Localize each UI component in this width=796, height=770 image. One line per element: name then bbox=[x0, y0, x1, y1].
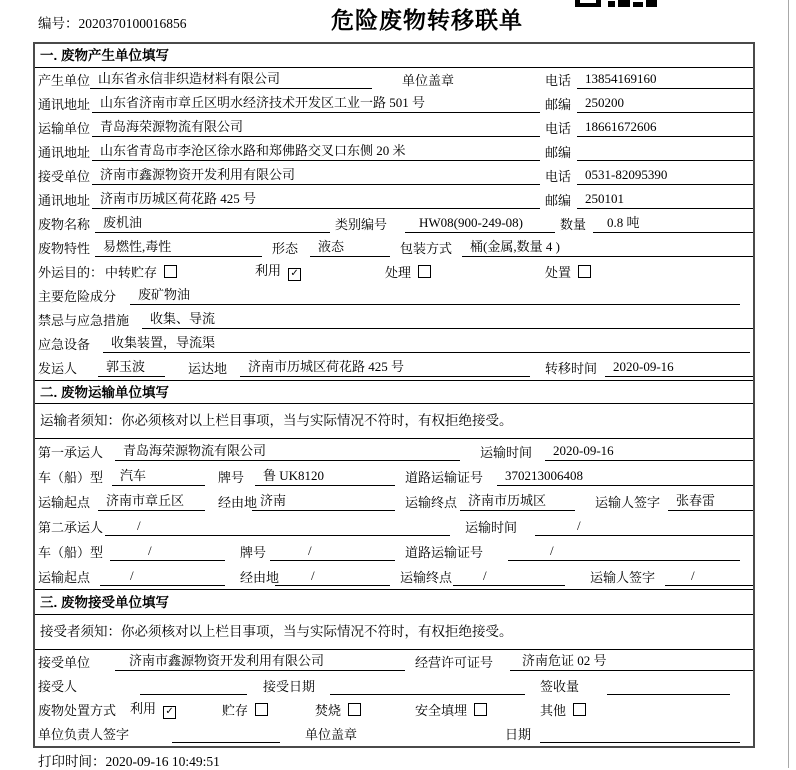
accepter-label: 接受人 bbox=[38, 679, 78, 694]
plate-value: 鲁 UK8120 bbox=[255, 468, 395, 486]
purpose-option-utilize: 利用 ✓ bbox=[255, 260, 301, 281]
route-end-label: 运输终点 bbox=[405, 495, 458, 510]
row-transport-address bbox=[35, 140, 753, 164]
row-responsible-signature bbox=[35, 722, 753, 746]
producer-address-value: 山东省济南市章丘区明水经济技术开发区工业一路 501 号 bbox=[92, 95, 540, 113]
waste-form-label: 形态 bbox=[272, 241, 299, 256]
row-main-hazard bbox=[35, 284, 753, 308]
checkbox-disposal-utilize: ✓ bbox=[163, 706, 176, 719]
serial-number bbox=[38, 12, 187, 32]
route2-origin-value: / bbox=[100, 568, 225, 586]
row-vehicle-type-1 bbox=[35, 464, 753, 489]
producer-phone-label: 电话 bbox=[545, 73, 572, 88]
route2-end-value: / bbox=[453, 568, 565, 586]
receive-unit-label: 接受单位 bbox=[38, 169, 91, 184]
print-time-label: 打印时间： bbox=[38, 754, 106, 769]
row-producer-address bbox=[35, 92, 753, 116]
destination-label: 运达地 bbox=[188, 361, 228, 376]
carrier-sign-label: 运输人签字 bbox=[595, 495, 661, 510]
producer-zip-label: 邮编 bbox=[545, 97, 572, 112]
accept-date-label: 接受日期 bbox=[263, 679, 316, 694]
carrier-sign-value: 张春雷 bbox=[668, 493, 753, 511]
transport-time-value: 2020-09-16 bbox=[545, 443, 753, 461]
route2-origin-label: 运输起点 bbox=[38, 570, 91, 585]
carrier2-sign-label: 运输人签字 bbox=[590, 570, 656, 585]
main-hazard-value: 废矿物油 bbox=[130, 287, 740, 305]
category-code-label: 类别编号 bbox=[335, 217, 388, 232]
serial-label: 编号： bbox=[38, 16, 79, 31]
transport-unit-value: 青岛海荣源物流有限公司 bbox=[92, 119, 540, 137]
row-route-1 bbox=[35, 489, 753, 514]
vehicle-type-value: 汽车 bbox=[112, 468, 205, 486]
waste-name-label: 废物名称 bbox=[38, 217, 91, 232]
row-producer-unit bbox=[35, 68, 753, 92]
unit-seal-label: 单位盖章 bbox=[402, 73, 455, 88]
checkbox-disposal-landfill bbox=[474, 703, 487, 716]
qr-finder-pattern bbox=[575, 0, 601, 7]
category-code-value: HW08(900-249-08) bbox=[405, 215, 555, 233]
main-hazard-label: 主要危险成分 bbox=[38, 289, 117, 304]
taboo-measures-value: 收集、导流 bbox=[142, 311, 753, 329]
route2-end-label: 运输终点 bbox=[400, 570, 453, 585]
checkbox-treat bbox=[418, 265, 431, 278]
first-carrier-label: 第一承运人 bbox=[38, 445, 104, 460]
serial-value: 2020370100016856 bbox=[78, 16, 187, 31]
qr-code-fragment-icon bbox=[575, 0, 657, 8]
form-title: 危险废物转移联单 bbox=[331, 7, 523, 33]
page-right-edge bbox=[788, 0, 789, 768]
transport-phone-label: 电话 bbox=[545, 121, 572, 136]
checkbox-disposal-other bbox=[573, 703, 586, 716]
received-qty-label: 签收量 bbox=[540, 679, 580, 694]
road-permit-label: 道路运输证号 bbox=[405, 470, 484, 485]
transport-zip-value bbox=[577, 144, 753, 161]
disposal-option-other: 其他 bbox=[540, 700, 586, 719]
disposal-option-landfill: 安全填埋 bbox=[415, 700, 487, 719]
accept-date-value bbox=[330, 678, 525, 695]
producer-unit-label: 产生单位 bbox=[38, 73, 91, 88]
received-qty-value bbox=[607, 678, 730, 695]
route-via-label: 经由地 bbox=[218, 495, 258, 510]
route-via-value: 济南 bbox=[252, 493, 395, 511]
responsible-sign-label: 单位负责人签字 bbox=[38, 727, 130, 742]
transport-time-label: 运输时间 bbox=[480, 445, 533, 460]
row-accept-unit bbox=[35, 650, 753, 674]
route-origin-label: 运输起点 bbox=[38, 495, 91, 510]
row-waste-traits bbox=[35, 236, 753, 260]
second-carrier-value: / bbox=[105, 518, 450, 536]
checkbox-transit-storage bbox=[164, 265, 177, 278]
road-permit2-label: 道路运输证号 bbox=[405, 545, 484, 560]
waste-form-value: 液态 bbox=[310, 239, 390, 257]
first-carrier-value: 青岛海荣源物流有限公司 bbox=[115, 443, 460, 461]
checkbox-disposal-incinerate bbox=[348, 703, 361, 716]
print-time bbox=[38, 750, 220, 770]
transport-time2-label: 运输时间 bbox=[465, 520, 518, 535]
transport-zip-label: 邮编 bbox=[545, 145, 572, 160]
dispatcher-value: 郭玉波 bbox=[98, 359, 165, 377]
transport-address-value: 山东省青岛市李沧区徐水路和郑佛路交叉口东侧 20 米 bbox=[92, 143, 540, 161]
row-vehicle-type-2 bbox=[35, 539, 753, 564]
receive-phone-label: 电话 bbox=[545, 169, 572, 184]
route-origin-value: 济南市章丘区 bbox=[98, 493, 205, 511]
taboo-measures-label: 禁忌与应急措施 bbox=[38, 313, 130, 328]
row-receive-unit bbox=[35, 164, 753, 188]
transfer-purpose-label: 外运目的： bbox=[38, 265, 104, 280]
print-time-value: 2020-09-16 10:49:51 bbox=[105, 754, 220, 769]
row-transport-unit bbox=[35, 116, 753, 140]
row-waste-name bbox=[35, 212, 753, 236]
vehicle-type2-label: 车（船）型 bbox=[38, 545, 104, 560]
section2-header: 二. 废物运输单位填写 bbox=[35, 380, 753, 404]
unit-seal2-label: 单位盖章 bbox=[305, 727, 358, 742]
accept-unit-label: 接受单位 bbox=[38, 655, 91, 670]
disposal-method-label: 废物处置方式 bbox=[38, 703, 117, 718]
license-value: 济南危证 02 号 bbox=[510, 653, 753, 671]
license-label: 经营许可证号 bbox=[415, 655, 494, 670]
waste-traits-label: 废物特性 bbox=[38, 241, 91, 256]
purpose-option-treat: 处理 bbox=[385, 262, 431, 281]
checkbox-disposal-store bbox=[255, 703, 268, 716]
destination-value: 济南市历城区荷花路 425 号 bbox=[240, 359, 530, 377]
transfer-time-label: 转移时间 bbox=[545, 361, 598, 376]
transfer-time-value: 2020-09-16 bbox=[605, 359, 753, 377]
row-disposal-method bbox=[35, 698, 753, 722]
vehicle-type2-value: / bbox=[110, 543, 225, 561]
row-accepter bbox=[35, 674, 753, 698]
receiver-notice: 接受者须知：你必须核对以上栏目事项，当与实际情况不符时，有权拒绝接受。 bbox=[35, 615, 753, 650]
receive-address-label: 通讯地址 bbox=[38, 193, 91, 208]
producer-phone-value: 13854169160 bbox=[577, 71, 753, 89]
quantity-label: 数量 bbox=[560, 217, 587, 232]
receive-unit-value: 济南市鑫源物资开发利用有限公司 bbox=[92, 167, 540, 185]
packaging-value: 桶(金属,数量 4 ) bbox=[462, 239, 753, 257]
row-route-2 bbox=[35, 564, 753, 589]
row-dispatcher bbox=[35, 356, 753, 380]
accept-unit-value: 济南市鑫源物资开发利用有限公司 bbox=[115, 653, 405, 671]
waste-traits-value: 易燃性,毒性 bbox=[95, 239, 262, 257]
second-carrier-label: 第二承运人 bbox=[38, 520, 104, 535]
receive-phone-value: 0531-82095390 bbox=[577, 167, 753, 185]
purpose-option-transit-storage: 中转贮存 bbox=[105, 262, 177, 281]
producer-unit-value: 山东省永信非织造材料有限公司 bbox=[90, 71, 372, 89]
receive-address-value: 济南市历城区荷花路 425 号 bbox=[92, 191, 540, 209]
dispatcher-label: 发运人 bbox=[38, 361, 78, 376]
producer-address-label: 通讯地址 bbox=[38, 97, 91, 112]
transporter-notice: 运输者须知：你必须核对以上栏目事项，当与实际情况不符时，有权拒绝接受。 bbox=[35, 404, 753, 439]
disposal-option-utilize: 利用 ✓ bbox=[130, 698, 176, 719]
responsible-sign-value bbox=[172, 726, 280, 743]
sign-date-value bbox=[540, 726, 740, 743]
transport-phone-value: 18661672606 bbox=[577, 119, 753, 137]
plate-label: 牌号 bbox=[218, 470, 245, 485]
disposal-option-incinerate: 焚烧 bbox=[315, 700, 361, 719]
row-taboo-measures bbox=[35, 308, 753, 332]
route2-via-value: / bbox=[275, 568, 390, 586]
row-second-carrier bbox=[35, 514, 753, 539]
road-permit2-value: / bbox=[508, 543, 740, 561]
checkbox-utilize: ✓ bbox=[288, 268, 301, 281]
route-end-value: 济南市历城区 bbox=[460, 493, 575, 511]
carrier2-sign-value: / bbox=[665, 568, 753, 586]
route2-via-label: 经由地 bbox=[240, 570, 280, 585]
transfer-form-table bbox=[33, 42, 755, 748]
section1-header: 一. 废物产生单位填写 bbox=[35, 44, 753, 68]
transport-address-label: 通讯地址 bbox=[38, 145, 91, 160]
accepter-value bbox=[140, 678, 247, 695]
transport-time2-value: / bbox=[535, 518, 753, 536]
checkbox-dispose bbox=[578, 265, 591, 278]
disposal-option-store: 贮存 bbox=[222, 700, 268, 719]
row-receive-address bbox=[35, 188, 753, 212]
plate2-value: / bbox=[270, 543, 395, 561]
emergency-equipment-label: 应急设备 bbox=[38, 337, 91, 352]
receive-zip-value: 250101 bbox=[577, 191, 753, 209]
quantity-value: 0.8 吨 bbox=[593, 215, 753, 233]
waste-name-value: 废机油 bbox=[95, 215, 330, 233]
section3-header: 三. 废物接受单位填写 bbox=[35, 589, 753, 615]
sign-date-label: 日期 bbox=[505, 727, 532, 742]
plate2-label: 牌号 bbox=[240, 545, 267, 560]
transport-unit-label: 运输单位 bbox=[38, 121, 91, 136]
row-transfer-purpose bbox=[35, 260, 753, 284]
vehicle-type-label: 车（船）型 bbox=[38, 470, 104, 485]
receive-zip-label: 邮编 bbox=[545, 193, 572, 208]
row-emergency-equipment bbox=[35, 332, 753, 356]
purpose-option-dispose: 处置 bbox=[545, 262, 591, 281]
road-permit-value: 370213006408 bbox=[497, 468, 753, 486]
emergency-equipment-value: 收集装置，导流渠 bbox=[103, 335, 750, 353]
row-first-carrier bbox=[35, 439, 753, 464]
packaging-label: 包装方式 bbox=[400, 241, 453, 256]
producer-zip-value: 250200 bbox=[577, 95, 753, 113]
